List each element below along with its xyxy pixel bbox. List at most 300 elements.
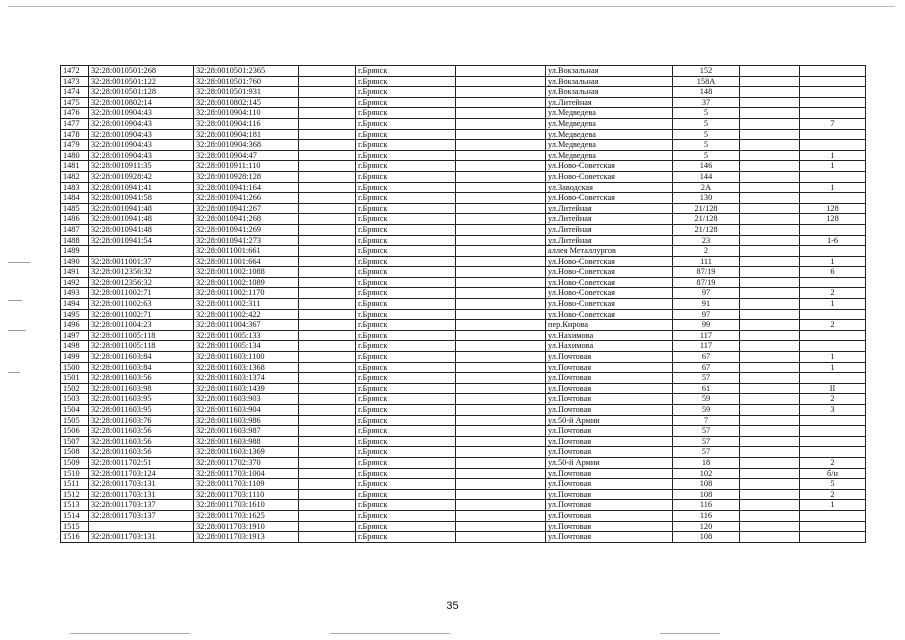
city-cell: г.Брянск <box>356 66 456 77</box>
table-row <box>61 267 866 278</box>
object-cadastral-cell: 32:28:0010501:2365 <box>194 66 299 77</box>
street-cell: ул.Литейная <box>546 214 673 225</box>
parcel-cadastral-cell: 32:28:0011603:76 <box>89 415 194 426</box>
blank-cell <box>299 521 356 532</box>
row-number-cell: 1488 <box>61 235 89 246</box>
city-cell: г.Брянск <box>356 288 456 299</box>
table-row <box>61 330 866 341</box>
object-cadastral-cell: 32:28:0011703:1610 <box>194 500 299 511</box>
city-cell: г.Брянск <box>356 426 456 437</box>
house-number-cell: 59 <box>673 405 740 416</box>
blank-cell <box>456 97 546 108</box>
object-cadastral-cell: 32:28:0011703:1004 <box>194 468 299 479</box>
object-cadastral-cell: 32:28:0011001:664 <box>194 256 299 267</box>
blank-cell <box>456 330 546 341</box>
blank-cell <box>456 457 546 468</box>
apartment-cell: 3 <box>800 405 866 416</box>
parcel-cadastral-cell: 32:28:0011603:56 <box>89 426 194 437</box>
apartment-cell <box>800 373 866 384</box>
blank-cell <box>456 532 546 543</box>
apartment-cell: 1 <box>800 150 866 161</box>
house-number-cell: 57 <box>673 447 740 458</box>
object-cadastral-cell: 32:28:0011001:661 <box>194 246 299 257</box>
apartment-cell <box>800 521 866 532</box>
apartment-cell: 2 <box>800 457 866 468</box>
blank-cell <box>456 182 546 193</box>
parcel-cadastral-cell: 32:28:0011703:137 <box>89 510 194 521</box>
object-cadastral-cell: 32:28:0011703:1109 <box>194 479 299 490</box>
object-cadastral-cell: 32:28:0011603:987 <box>194 426 299 437</box>
parcel-cadastral-cell: 32:28:0011603:56 <box>89 373 194 384</box>
house-number-cell: 117 <box>673 341 740 352</box>
blank-cell <box>299 193 356 204</box>
house-number-cell: 23 <box>673 235 740 246</box>
parcel-cadastral-cell <box>89 521 194 532</box>
blank-cell <box>456 383 546 394</box>
apartment-cell <box>800 341 866 352</box>
blank-cell <box>299 108 356 119</box>
blank-cell <box>456 510 546 521</box>
parcel-cadastral-cell: 32:28:0011702:51 <box>89 457 194 468</box>
apartment-cell: 1 <box>800 299 866 310</box>
apartment-cell <box>800 76 866 87</box>
city-cell: г.Брянск <box>356 267 456 278</box>
table-row <box>61 299 866 310</box>
table-row <box>61 203 866 214</box>
blank-cell <box>740 383 800 394</box>
street-cell: ул.Почтовая <box>546 510 673 521</box>
blank-cell <box>299 373 356 384</box>
blank-cell <box>740 330 800 341</box>
city-cell: г.Брянск <box>356 468 456 479</box>
row-number-cell: 1475 <box>61 97 89 108</box>
blank-cell <box>740 108 800 119</box>
row-number-cell: 1501 <box>61 373 89 384</box>
row-number-cell: 1513 <box>61 500 89 511</box>
blank-cell <box>456 267 546 278</box>
city-cell: г.Брянск <box>356 246 456 257</box>
parcel-cadastral-cell: 32:28:0011703:131 <box>89 479 194 490</box>
blank-cell <box>299 405 356 416</box>
row-number-cell: 1498 <box>61 341 89 352</box>
blank-cell <box>299 447 356 458</box>
street-cell: ул.Почтовая <box>546 394 673 405</box>
blank-cell <box>456 479 546 490</box>
table-row <box>61 532 866 543</box>
row-number-cell: 1479 <box>61 140 89 151</box>
apartment-cell: 1 <box>800 352 866 363</box>
blank-cell <box>299 436 356 447</box>
house-number-cell: 97 <box>673 288 740 299</box>
city-cell: г.Брянск <box>356 479 456 490</box>
object-cadastral-cell: 32:28:0010501:760 <box>194 76 299 87</box>
street-cell: ул.Нахимова <box>546 341 673 352</box>
blank-cell <box>456 118 546 129</box>
house-number-cell: 144 <box>673 171 740 182</box>
city-cell: г.Брянск <box>356 309 456 320</box>
street-cell: ул.Ново-Советская <box>546 299 673 310</box>
street-cell: ул.Медведева <box>546 108 673 119</box>
table-row <box>61 309 866 320</box>
blank-cell <box>299 277 356 288</box>
scan-artifact <box>8 330 26 331</box>
street-cell: ул.Литейная <box>546 224 673 235</box>
blank-cell <box>740 394 800 405</box>
street-cell: ул.Ново-Советская <box>546 309 673 320</box>
apartment-cell <box>800 532 866 543</box>
house-number-cell: 152 <box>673 66 740 77</box>
parcel-cadastral-cell: 32:28:0011603:98 <box>89 383 194 394</box>
parcel-cadastral-cell: 32:28:0011603:84 <box>89 362 194 373</box>
object-cadastral-cell: 32:28:0011603:986 <box>194 415 299 426</box>
blank-cell <box>456 521 546 532</box>
parcel-cadastral-cell: 32:28:0011703:131 <box>89 532 194 543</box>
street-cell: ул.50-й Армии <box>546 415 673 426</box>
object-cadastral-cell: 32:28:0011703:1913 <box>194 532 299 543</box>
object-cadastral-cell: 32:28:0011603:1368 <box>194 362 299 373</box>
parcel-cadastral-cell: 32:28:0010501:268 <box>89 66 194 77</box>
parcel-cadastral-cell <box>89 246 194 257</box>
row-number-cell: 1482 <box>61 171 89 182</box>
apartment-cell <box>800 436 866 447</box>
house-number-cell: 99 <box>673 320 740 331</box>
house-number-cell: 2А <box>673 182 740 193</box>
table-row <box>61 373 866 384</box>
table-row <box>61 457 866 468</box>
city-cell: г.Брянск <box>356 161 456 172</box>
blank-cell <box>740 489 800 500</box>
scan-artifact <box>8 372 20 373</box>
blank-cell <box>456 140 546 151</box>
object-cadastral-cell: 32:28:0010928:128 <box>194 171 299 182</box>
city-cell: г.Брянск <box>356 87 456 98</box>
blank-cell <box>456 447 546 458</box>
register-table <box>60 65 866 543</box>
table-row <box>61 171 866 182</box>
apartment-cell: 2 <box>800 288 866 299</box>
city-cell: г.Брянск <box>356 405 456 416</box>
apartment-cell: 1 <box>800 182 866 193</box>
parcel-cadastral-cell: 32:28:0010941:54 <box>89 235 194 246</box>
blank-cell <box>740 214 800 225</box>
object-cadastral-cell: 32:28:0011002:1170 <box>194 288 299 299</box>
parcel-cadastral-cell: 32:28:0010501:128 <box>89 87 194 98</box>
street-cell: ул.Медведева <box>546 140 673 151</box>
apartment-cell <box>800 193 866 204</box>
city-cell: г.Брянск <box>356 373 456 384</box>
blank-cell <box>740 97 800 108</box>
parcel-cadastral-cell: 32:28:0011703:124 <box>89 468 194 479</box>
object-cadastral-cell: 32:28:0011002:1088 <box>194 267 299 278</box>
street-cell: ул.Почтовая <box>546 479 673 490</box>
blank-cell <box>456 76 546 87</box>
blank-cell <box>456 352 546 363</box>
street-cell: ул.Вокзальная <box>546 76 673 87</box>
apartment-cell <box>800 140 866 151</box>
object-cadastral-cell: 32:28:0010802:145 <box>194 97 299 108</box>
object-cadastral-cell: 32:28:0010904:181 <box>194 129 299 140</box>
house-number-cell: 108 <box>673 532 740 543</box>
row-number-cell: 1499 <box>61 352 89 363</box>
street-cell: ул.Литейная <box>546 235 673 246</box>
row-number-cell: 1473 <box>61 76 89 87</box>
parcel-cadastral-cell: 32:28:0011005:118 <box>89 341 194 352</box>
blank-cell <box>299 352 356 363</box>
city-cell: г.Брянск <box>356 235 456 246</box>
blank-cell <box>299 129 356 140</box>
blank-cell <box>299 97 356 108</box>
row-number-cell: 1491 <box>61 267 89 278</box>
house-number-cell: 59 <box>673 394 740 405</box>
street-cell: ул.Почтовая <box>546 489 673 500</box>
row-number-cell: 1505 <box>61 415 89 426</box>
row-number-cell: 1510 <box>61 468 89 479</box>
table-row <box>61 87 866 98</box>
parcel-cadastral-cell: 32:28:0010941:58 <box>89 193 194 204</box>
blank-cell <box>456 235 546 246</box>
row-number-cell: 1500 <box>61 362 89 373</box>
blank-cell <box>299 66 356 77</box>
street-cell: ул.Вокзальная <box>546 66 673 77</box>
blank-cell <box>299 87 356 98</box>
row-number-cell: 1512 <box>61 489 89 500</box>
blank-cell <box>740 235 800 246</box>
apartment-cell <box>800 277 866 288</box>
apartment-cell <box>800 447 866 458</box>
scan-artifact <box>8 262 30 263</box>
house-number-cell: 130 <box>673 193 740 204</box>
blank-cell <box>299 362 356 373</box>
street-cell: ул.Почтовая <box>546 426 673 437</box>
street-cell: ул.Медведева <box>546 150 673 161</box>
apartment-cell: 1 <box>800 500 866 511</box>
parcel-cadastral-cell: 32:28:0011703:137 <box>89 500 194 511</box>
blank-cell <box>740 510 800 521</box>
house-number-cell: 108 <box>673 479 740 490</box>
apartment-cell: 6 <box>800 267 866 278</box>
city-cell: г.Брянск <box>356 394 456 405</box>
house-number-cell: 116 <box>673 500 740 511</box>
blank-cell <box>456 256 546 267</box>
parcel-cadastral-cell: 32:28:0010941:48 <box>89 224 194 235</box>
blank-cell <box>299 510 356 521</box>
table-row <box>61 214 866 225</box>
blank-cell <box>299 246 356 257</box>
street-cell: ул.Медведева <box>546 129 673 140</box>
table-row <box>61 288 866 299</box>
row-number-cell: 1484 <box>61 193 89 204</box>
blank-cell <box>299 383 356 394</box>
blank-cell <box>299 500 356 511</box>
street-cell: пер.Кирова <box>546 320 673 331</box>
house-number-cell: 116 <box>673 510 740 521</box>
house-number-cell: 2 <box>673 246 740 257</box>
blank-cell <box>740 468 800 479</box>
blank-cell <box>456 66 546 77</box>
city-cell: г.Брянск <box>356 140 456 151</box>
house-number-cell: 111 <box>673 256 740 267</box>
parcel-cadastral-cell: 32:28:0011703:131 <box>89 489 194 500</box>
blank-cell <box>740 457 800 468</box>
blank-cell <box>299 150 356 161</box>
blank-cell <box>740 320 800 331</box>
blank-cell <box>740 309 800 320</box>
table-row <box>61 140 866 151</box>
blank-cell <box>456 362 546 373</box>
object-cadastral-cell: 32:28:0011603:903 <box>194 394 299 405</box>
row-number-cell: 1486 <box>61 214 89 225</box>
house-number-cell: 7 <box>673 415 740 426</box>
row-number-cell: 1480 <box>61 150 89 161</box>
table-row <box>61 405 866 416</box>
object-cadastral-cell: 32:28:0011703:1910 <box>194 521 299 532</box>
parcel-cadastral-cell: 32:28:0011603:95 <box>89 394 194 405</box>
house-number-cell: 91 <box>673 299 740 310</box>
blank-cell <box>740 87 800 98</box>
city-cell: г.Брянск <box>356 352 456 363</box>
table-row <box>61 193 866 204</box>
row-number-cell: 1509 <box>61 457 89 468</box>
city-cell: г.Брянск <box>356 150 456 161</box>
street-cell: ул.Ново-Советская <box>546 288 673 299</box>
parcel-cadastral-cell: 32:28:0011603:95 <box>89 405 194 416</box>
apartment-cell: 5 <box>800 479 866 490</box>
blank-cell <box>299 330 356 341</box>
blank-cell <box>456 299 546 310</box>
street-cell: ул.Почтовая <box>546 436 673 447</box>
blank-cell <box>299 341 356 352</box>
apartment-cell: 2 <box>800 320 866 331</box>
blank-cell <box>456 161 546 172</box>
table-row <box>61 415 866 426</box>
blank-cell <box>299 182 356 193</box>
blank-cell <box>299 235 356 246</box>
city-cell: г.Брянск <box>356 500 456 511</box>
blank-cell <box>299 161 356 172</box>
blank-cell <box>740 224 800 235</box>
table-row <box>61 66 866 77</box>
row-number-cell: 1490 <box>61 256 89 267</box>
blank-cell <box>299 140 356 151</box>
blank-cell <box>456 309 546 320</box>
apartment-cell <box>800 87 866 98</box>
blank-cell <box>740 436 800 447</box>
scan-artifact <box>8 300 22 301</box>
city-cell: г.Брянск <box>356 97 456 108</box>
street-cell: ул.Ново-Советская <box>546 277 673 288</box>
row-number-cell: 1516 <box>61 532 89 543</box>
city-cell: г.Брянск <box>356 182 456 193</box>
blank-cell <box>299 203 356 214</box>
parcel-cadastral-cell: 32:28:0010941:41 <box>89 182 194 193</box>
table-row <box>61 76 866 87</box>
parcel-cadastral-cell: 32:28:0010501:122 <box>89 76 194 87</box>
apartment-cell <box>800 224 866 235</box>
city-cell: г.Брянск <box>356 277 456 288</box>
object-cadastral-cell: 32:28:0011005:133 <box>194 330 299 341</box>
city-cell: г.Брянск <box>356 299 456 310</box>
object-cadastral-cell: 32:28:0011603:1369 <box>194 447 299 458</box>
blank-cell <box>299 320 356 331</box>
blank-cell <box>456 468 546 479</box>
street-cell: ул.Почтовая <box>546 500 673 511</box>
row-number-cell: 1506 <box>61 426 89 437</box>
table-row <box>61 246 866 257</box>
blank-cell <box>299 489 356 500</box>
blank-cell <box>740 267 800 278</box>
city-cell: г.Брянск <box>356 76 456 87</box>
city-cell: г.Брянск <box>356 457 456 468</box>
footer-rule <box>660 633 720 634</box>
row-number-cell: 1487 <box>61 224 89 235</box>
blank-cell <box>456 224 546 235</box>
object-cadastral-cell: 32:28:0010941:266 <box>194 193 299 204</box>
object-cadastral-cell: 32:28:0010941:268 <box>194 214 299 225</box>
blank-cell <box>740 193 800 204</box>
table-row <box>61 150 866 161</box>
table-row <box>61 352 866 363</box>
table-row <box>61 118 866 129</box>
street-cell: ул.Ново-Советская <box>546 171 673 182</box>
table-row <box>61 129 866 140</box>
house-number-cell: 67 <box>673 362 740 373</box>
city-cell: г.Брянск <box>356 330 456 341</box>
blank-cell <box>740 288 800 299</box>
apartment-cell <box>800 246 866 257</box>
apartment-cell: II <box>800 383 866 394</box>
table-row <box>61 362 866 373</box>
apartment-cell <box>800 426 866 437</box>
object-cadastral-cell: 32:28:0010501:931 <box>194 87 299 98</box>
parcel-cadastral-cell: 32:28:0010904:43 <box>89 140 194 151</box>
city-cell: г.Брянск <box>356 256 456 267</box>
house-number-cell: 57 <box>673 436 740 447</box>
street-cell: ул.Медведева <box>546 118 673 129</box>
object-cadastral-cell: 32:28:0011703:1625 <box>194 510 299 521</box>
house-number-cell: 21/128 <box>673 214 740 225</box>
parcel-cadastral-cell: 32:28:0010928:42 <box>89 171 194 182</box>
object-cadastral-cell: 32:28:0011603:1439 <box>194 383 299 394</box>
apartment-cell: 1 <box>800 256 866 267</box>
table-row <box>61 426 866 437</box>
street-cell: ул.Почтовая <box>546 447 673 458</box>
house-number-cell: 61 <box>673 383 740 394</box>
blank-cell <box>456 320 546 331</box>
parcel-cadastral-cell: 32:28:0011005:118 <box>89 330 194 341</box>
apartment-cell: 128 <box>800 214 866 225</box>
blank-cell <box>299 76 356 87</box>
blank-cell <box>299 299 356 310</box>
house-number-cell: 57 <box>673 373 740 384</box>
street-cell: ул.Почтовая <box>546 532 673 543</box>
street-cell: ул.Почтовая <box>546 468 673 479</box>
table-row <box>61 510 866 521</box>
parcel-cadastral-cell: 32:28:0011603:56 <box>89 447 194 458</box>
apartment-cell <box>800 171 866 182</box>
street-cell: ул.Ново-Советская <box>546 267 673 278</box>
blank-cell <box>456 415 546 426</box>
apartment-cell <box>800 330 866 341</box>
city-cell: г.Брянск <box>356 214 456 225</box>
row-number-cell: 1504 <box>61 405 89 416</box>
blank-cell <box>456 129 546 140</box>
register-table-body <box>61 66 866 543</box>
blank-cell <box>456 214 546 225</box>
city-cell: г.Брянск <box>356 171 456 182</box>
blank-cell <box>456 500 546 511</box>
blank-cell <box>456 341 546 352</box>
city-cell: г.Брянск <box>356 510 456 521</box>
